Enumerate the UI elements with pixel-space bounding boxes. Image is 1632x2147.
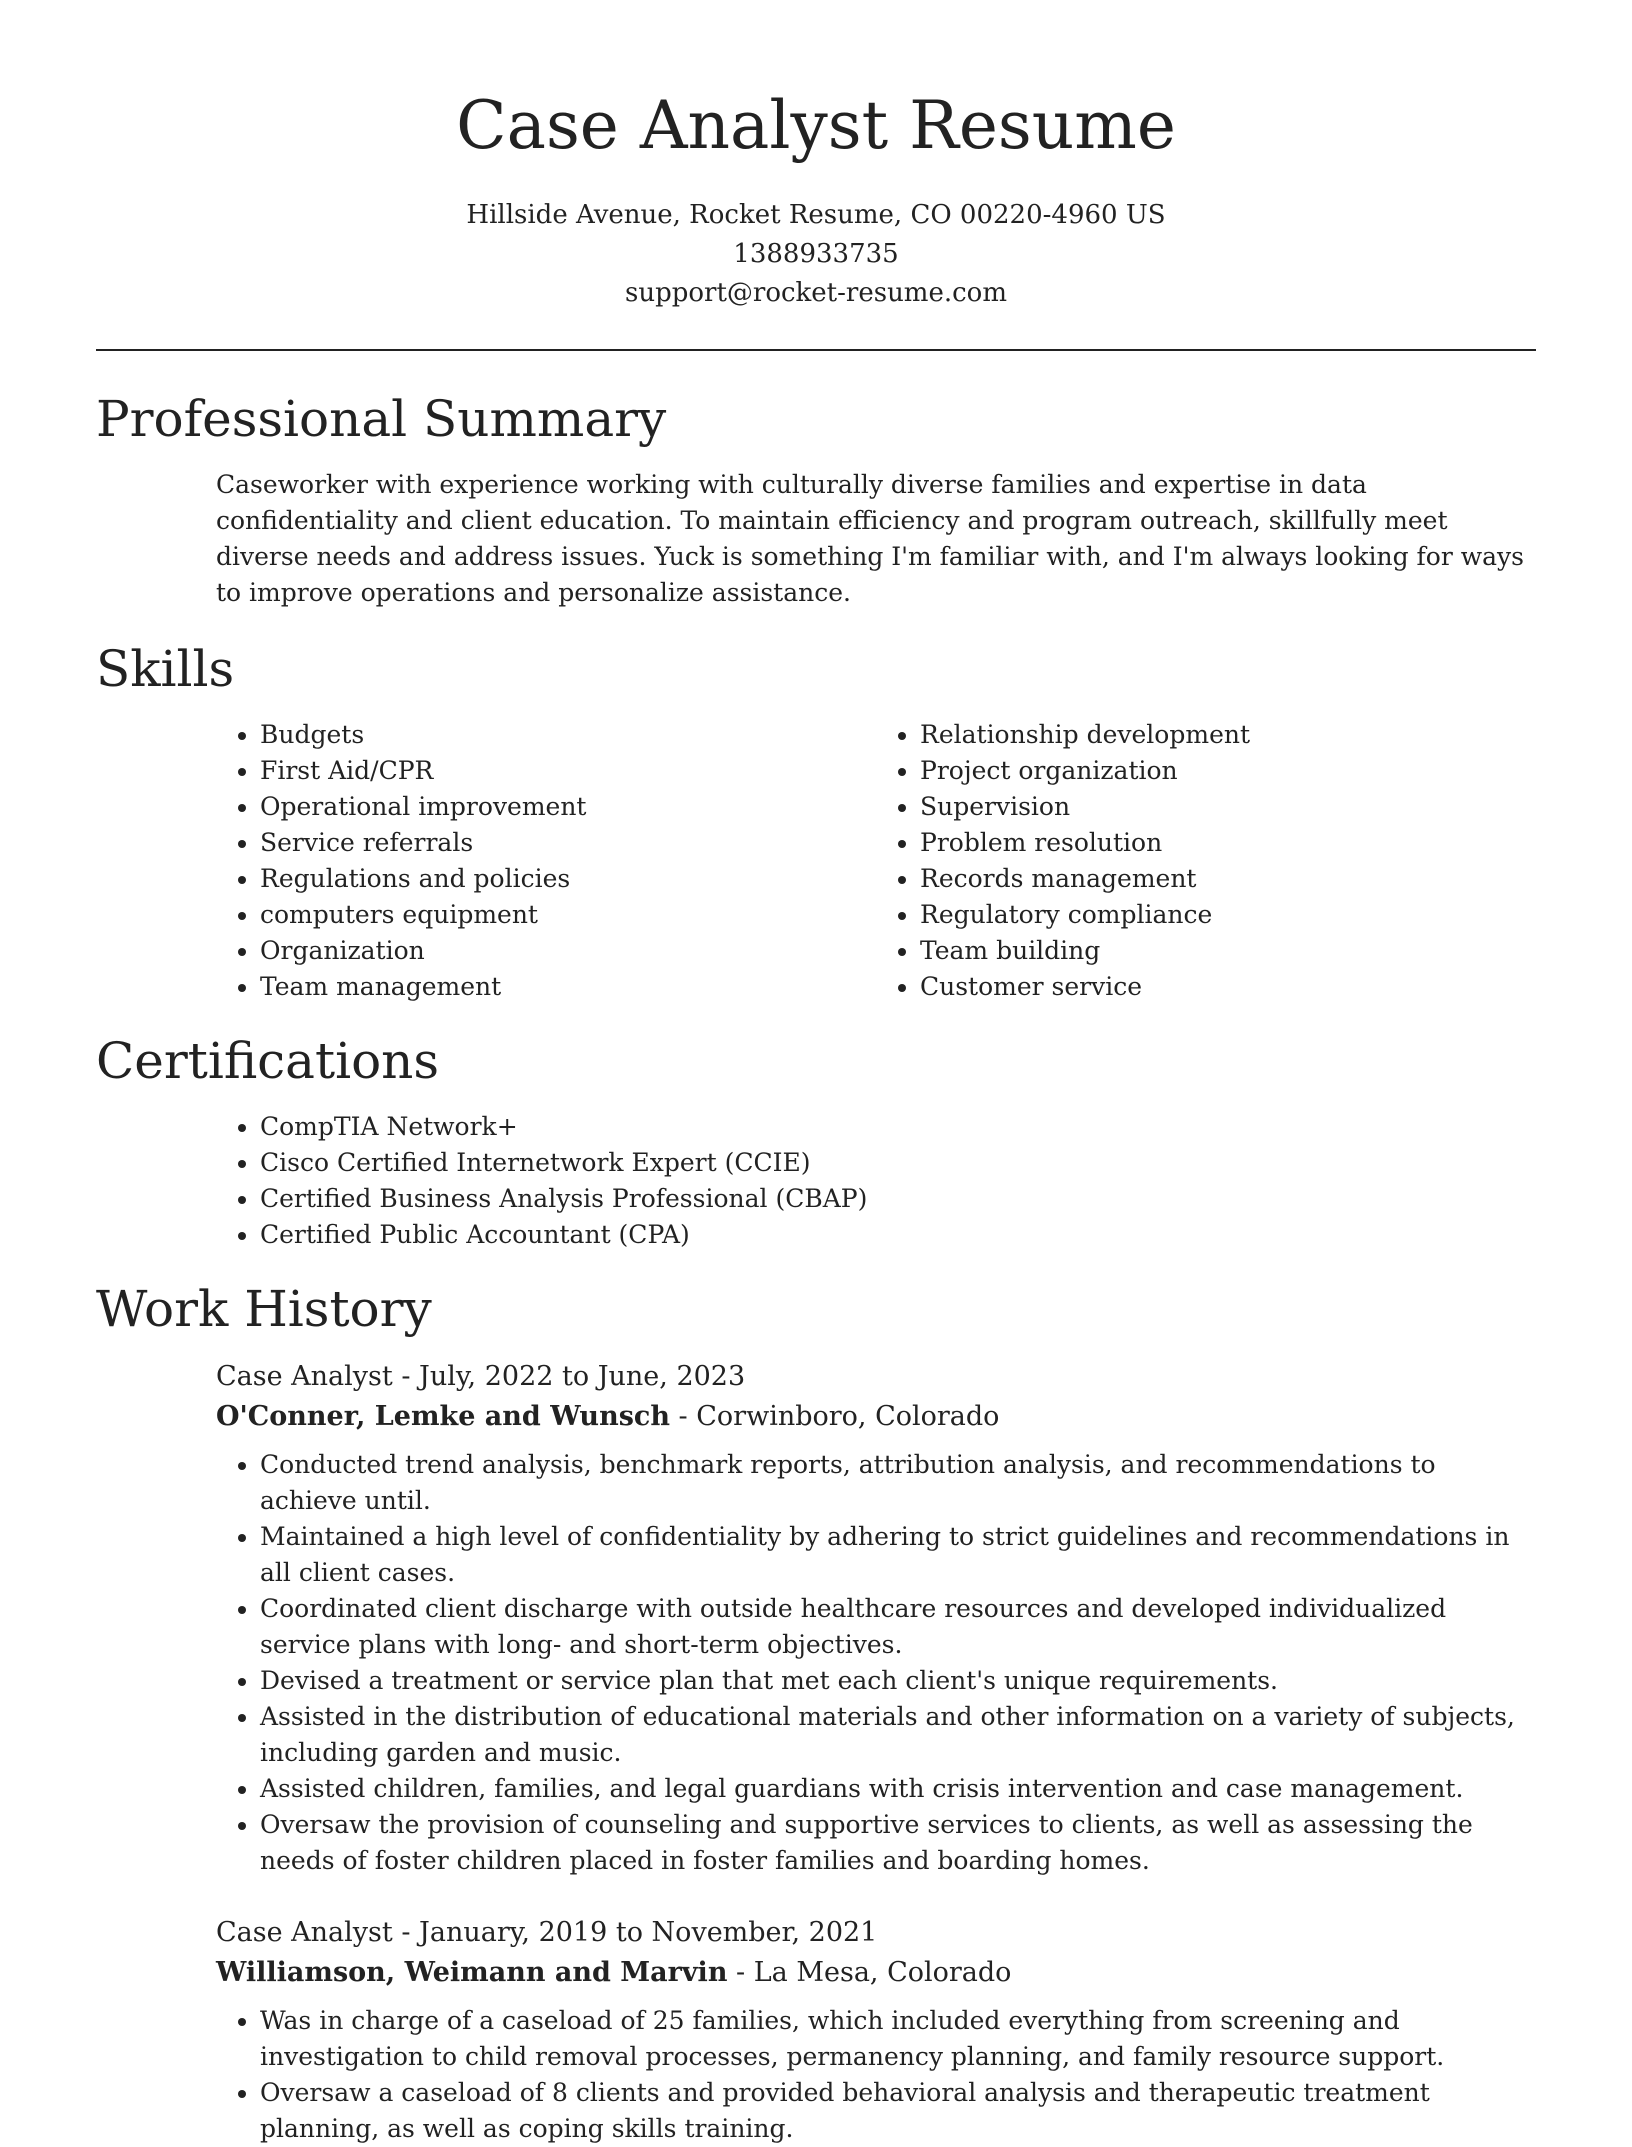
email: support@rocket-resume.com [624,278,1007,308]
list-item: • Regulatory compliance [920,897,1536,933]
list-item: • Operational improvement [260,789,876,825]
address: Hillside Avenue, Rocket Resume, CO 00220-4960 US [466,200,1166,230]
list-item: • Certified Public Accountant (CPA) [260,1217,1536,1253]
list-item: • Organization [260,933,876,969]
skills-section [96,639,1536,1005]
list-item: • Customer service [920,969,1536,1005]
list-item: • computers equipment [260,897,876,933]
list-item: • Assisted children, families, and legal guardians with crisis intervention and case management. [260,1771,1536,1807]
list-item: • Regulations and policies [260,861,876,897]
certifications-section [96,1031,1536,1253]
job-entry [216,1357,1536,1879]
list-item: • Conducted trend analysis, benchmark reports, attribution analysis, and recommendations to achieve until. [260,1447,1536,1519]
summary-text: Caseworker with experience working with culturally diverse families and expertise in data confidentiality and client education. To maintain efficiency and program outreach, skillfully meet diverse needs and address issues. Yuck is something I'm familiar with, and I'm always looking for ways to improve operations and personalize assistance. [216,470,1524,607]
list-item: • Oversaw a caseload of 8 clients and provided behavioral analysis and therapeutic treatment planning, as well as coping skills training. [260,2075,1536,2147]
list-item: • Budgets [260,717,876,753]
list-item: • Supervision [920,789,1536,825]
company-location: - Corwinboro, Colorado [669,1401,1000,1432]
page-title: Case Analyst Resume [456,87,1176,164]
list-item: • Relationship development [920,717,1536,753]
skills-columns [216,717,1536,1005]
list-item: • Assisted in the distribution of educational materials and other information on a variety of subjects, including garden and music. [260,1699,1536,1771]
job-company-line [216,1397,1536,1437]
resume-header [0,0,1632,313]
summary-heading: Professional Summary [96,390,667,448]
list-item: • Was in charge of a caseload of 25 families, which included everything from screening and investigation to child removal processes, permanency planning, and family resource support. [260,2003,1536,2075]
list-item: • Oversaw the provision of counseling and supportive services to clients, as well as assessing the needs of foster children placed in foster families and boarding homes. [260,1807,1536,1879]
company-location: - La Mesa, Colorado [727,1957,1012,1988]
list-item: • Coordinated client discharge with outside healthcare resources and developed individualized service plans with long- and short-term objectives. [260,1591,1536,1663]
job-company-line [216,1953,1536,1993]
work-history-heading: Work History [96,1280,432,1338]
list-item: • Maintained a high level of confidentiality by adhering to strict guidelines and recommendations in all client cases. [260,1519,1536,1591]
summary-section [96,389,1536,611]
certifications-list [216,1109,1536,1253]
list-item: • Problem resolution [920,825,1536,861]
job-title-line: Case Analyst - January, 2019 to November, 2021 [216,1917,878,1948]
certifications-heading: Certifications [96,1032,440,1090]
list-item: • Team management [260,969,876,1005]
list-item: • Certified Business Analysis Professional (CBAP) [260,1181,1536,1217]
job-bullets [216,2003,1536,2147]
certifications-list-wrap [216,1109,1536,1253]
contact-info [0,196,1632,313]
skills-list-right [876,717,1536,1005]
job-title-line: Case Analyst - July, 2022 to June, 2023 [216,1361,746,1392]
job-bullets [216,1447,1536,1879]
list-item: • Team building [920,933,1536,969]
list-item: • Records management [920,861,1536,897]
company-name: O'Conner, Lemke and Wunsch [216,1401,670,1432]
skills-list-left [216,717,876,1005]
phone: 1388933735 [733,239,899,269]
list-item: • First Aid/CPR [260,753,876,789]
list-item: • CompTIA Network+ [260,1109,1536,1145]
skills-heading: Skills [96,640,235,698]
header-divider [96,349,1536,351]
company-name: Williamson, Weimann and Marvin [216,1957,728,1988]
list-item: • Project organization [920,753,1536,789]
list-item: • Service referrals [260,825,876,861]
list-item: • Devised a treatment or service plan that met each client's unique requirements. [260,1663,1536,1699]
work-history-section [96,1279,1536,2147]
list-item: • Cisco Certified Internetwork Expert (CCIE) [260,1145,1536,1181]
